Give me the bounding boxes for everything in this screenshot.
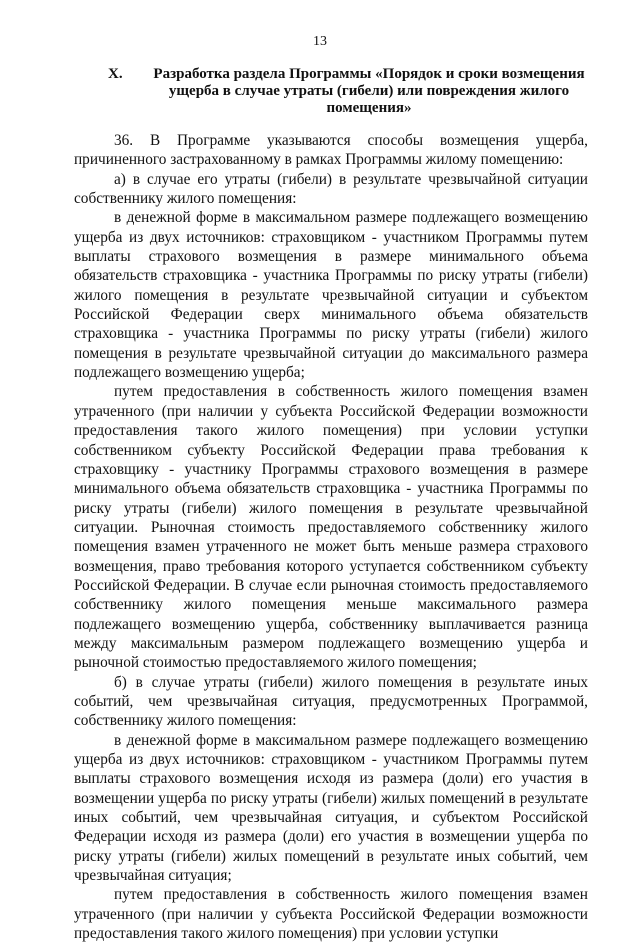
paragraph-item-b: б) в случае утраты (гибели) жилого помещения в результате иных событий, чем чрезвычайная ситуация, предусмотренных Программой, собственнику жилого помещения: xyxy=(74,673,588,730)
paragraph-monetary-form-a: в денежной форме в максимальном размере подлежащего возмещению ущерба из двух источников: страховщиком - участником Программы путем выплаты страхового возмещения в размере минимального объема обязательств страховщика - участника Программы по риску утраты (гибели) жилого помещения в результате чрезвычайной ситуации и субъектом Российской Федерации сверх минимального объема обязательств страховщика - участника Программы по риску утраты (гибели) жилого помещения в результате чрезвычайной ситуации до максимального размера подлежащего возмещению ущерба; xyxy=(74,209,588,382)
paragraph-36: 36. В Программе указываются способы возмещения ущерба, причиненного застрахованному в рамках Программы жилому помещению: xyxy=(74,132,588,169)
section-title: Разработка раздела Программы «Порядок и сроки возмещения ущерба в случае утраты (гибели) или повреждения жилого помещения» xyxy=(153,66,585,116)
body-text xyxy=(74,131,588,943)
paragraph-housing-provision-a: путем предоставления в собственность жилого помещения взамен утраченного (при наличии у субъекта Российской Федерации возможности предоставления такого жилого помещения) при условии уступки собственником субъекту Российской Федерации права требования к страховщику - участнику Программы страхового возмещения в размере минимального объема обязательств страховщика - участника Программы по риску утраты (гибели) жилого помещения в результате чрезвычайной ситуации. Рыночная стоимость предоставляемого собственнику жилого помещения взамен утраченного не может быть меньше размера страхового возмещения, право требования которого уступается собственником субъекту Российской Федерации. В случае если рыночная стоимость предоставляемого собственнику жилого помещения меньше максимального размера подлежащего возмещению ущерба, собственнику выплачивается разница между максимальным размером подлежащего возмещению ущерба и рыночной стоимостью предоставляемого жилого помещения; xyxy=(74,383,588,672)
paragraph-item-a: а) в случае его утраты (гибели) в результате чрезвычайной ситуации собственнику жилого помещения: xyxy=(74,170,588,208)
paragraph-housing-provision-b: путем предоставления в собственность жилого помещения взамен утраченного (при наличии у субъекта Российской Федерации возможности предоставления такого жилого помещения) при условии уступки xyxy=(74,886,588,943)
section-number: X. xyxy=(108,66,123,82)
section-heading xyxy=(74,66,594,117)
page-number: 13 xyxy=(313,34,327,49)
paragraph-monetary-form-b: в денежной форме в максимальном размере подлежащего возмещению ущерба из двух источников: страховщиком - участником Программы путем выплаты страхового возмещения исходя из размера (доли) его участия в возмещении ущерба по риску утраты (гибели) жилых помещений в результате иных событий, чем чрезвычайная ситуация, и субъектом Российской Федерации исходя из размера (доли) его участия в возмещении ущерба по риску утраты (гибели) жилых помещений в результате иных событий, чем чрезвычайная ситуация; xyxy=(74,731,588,885)
